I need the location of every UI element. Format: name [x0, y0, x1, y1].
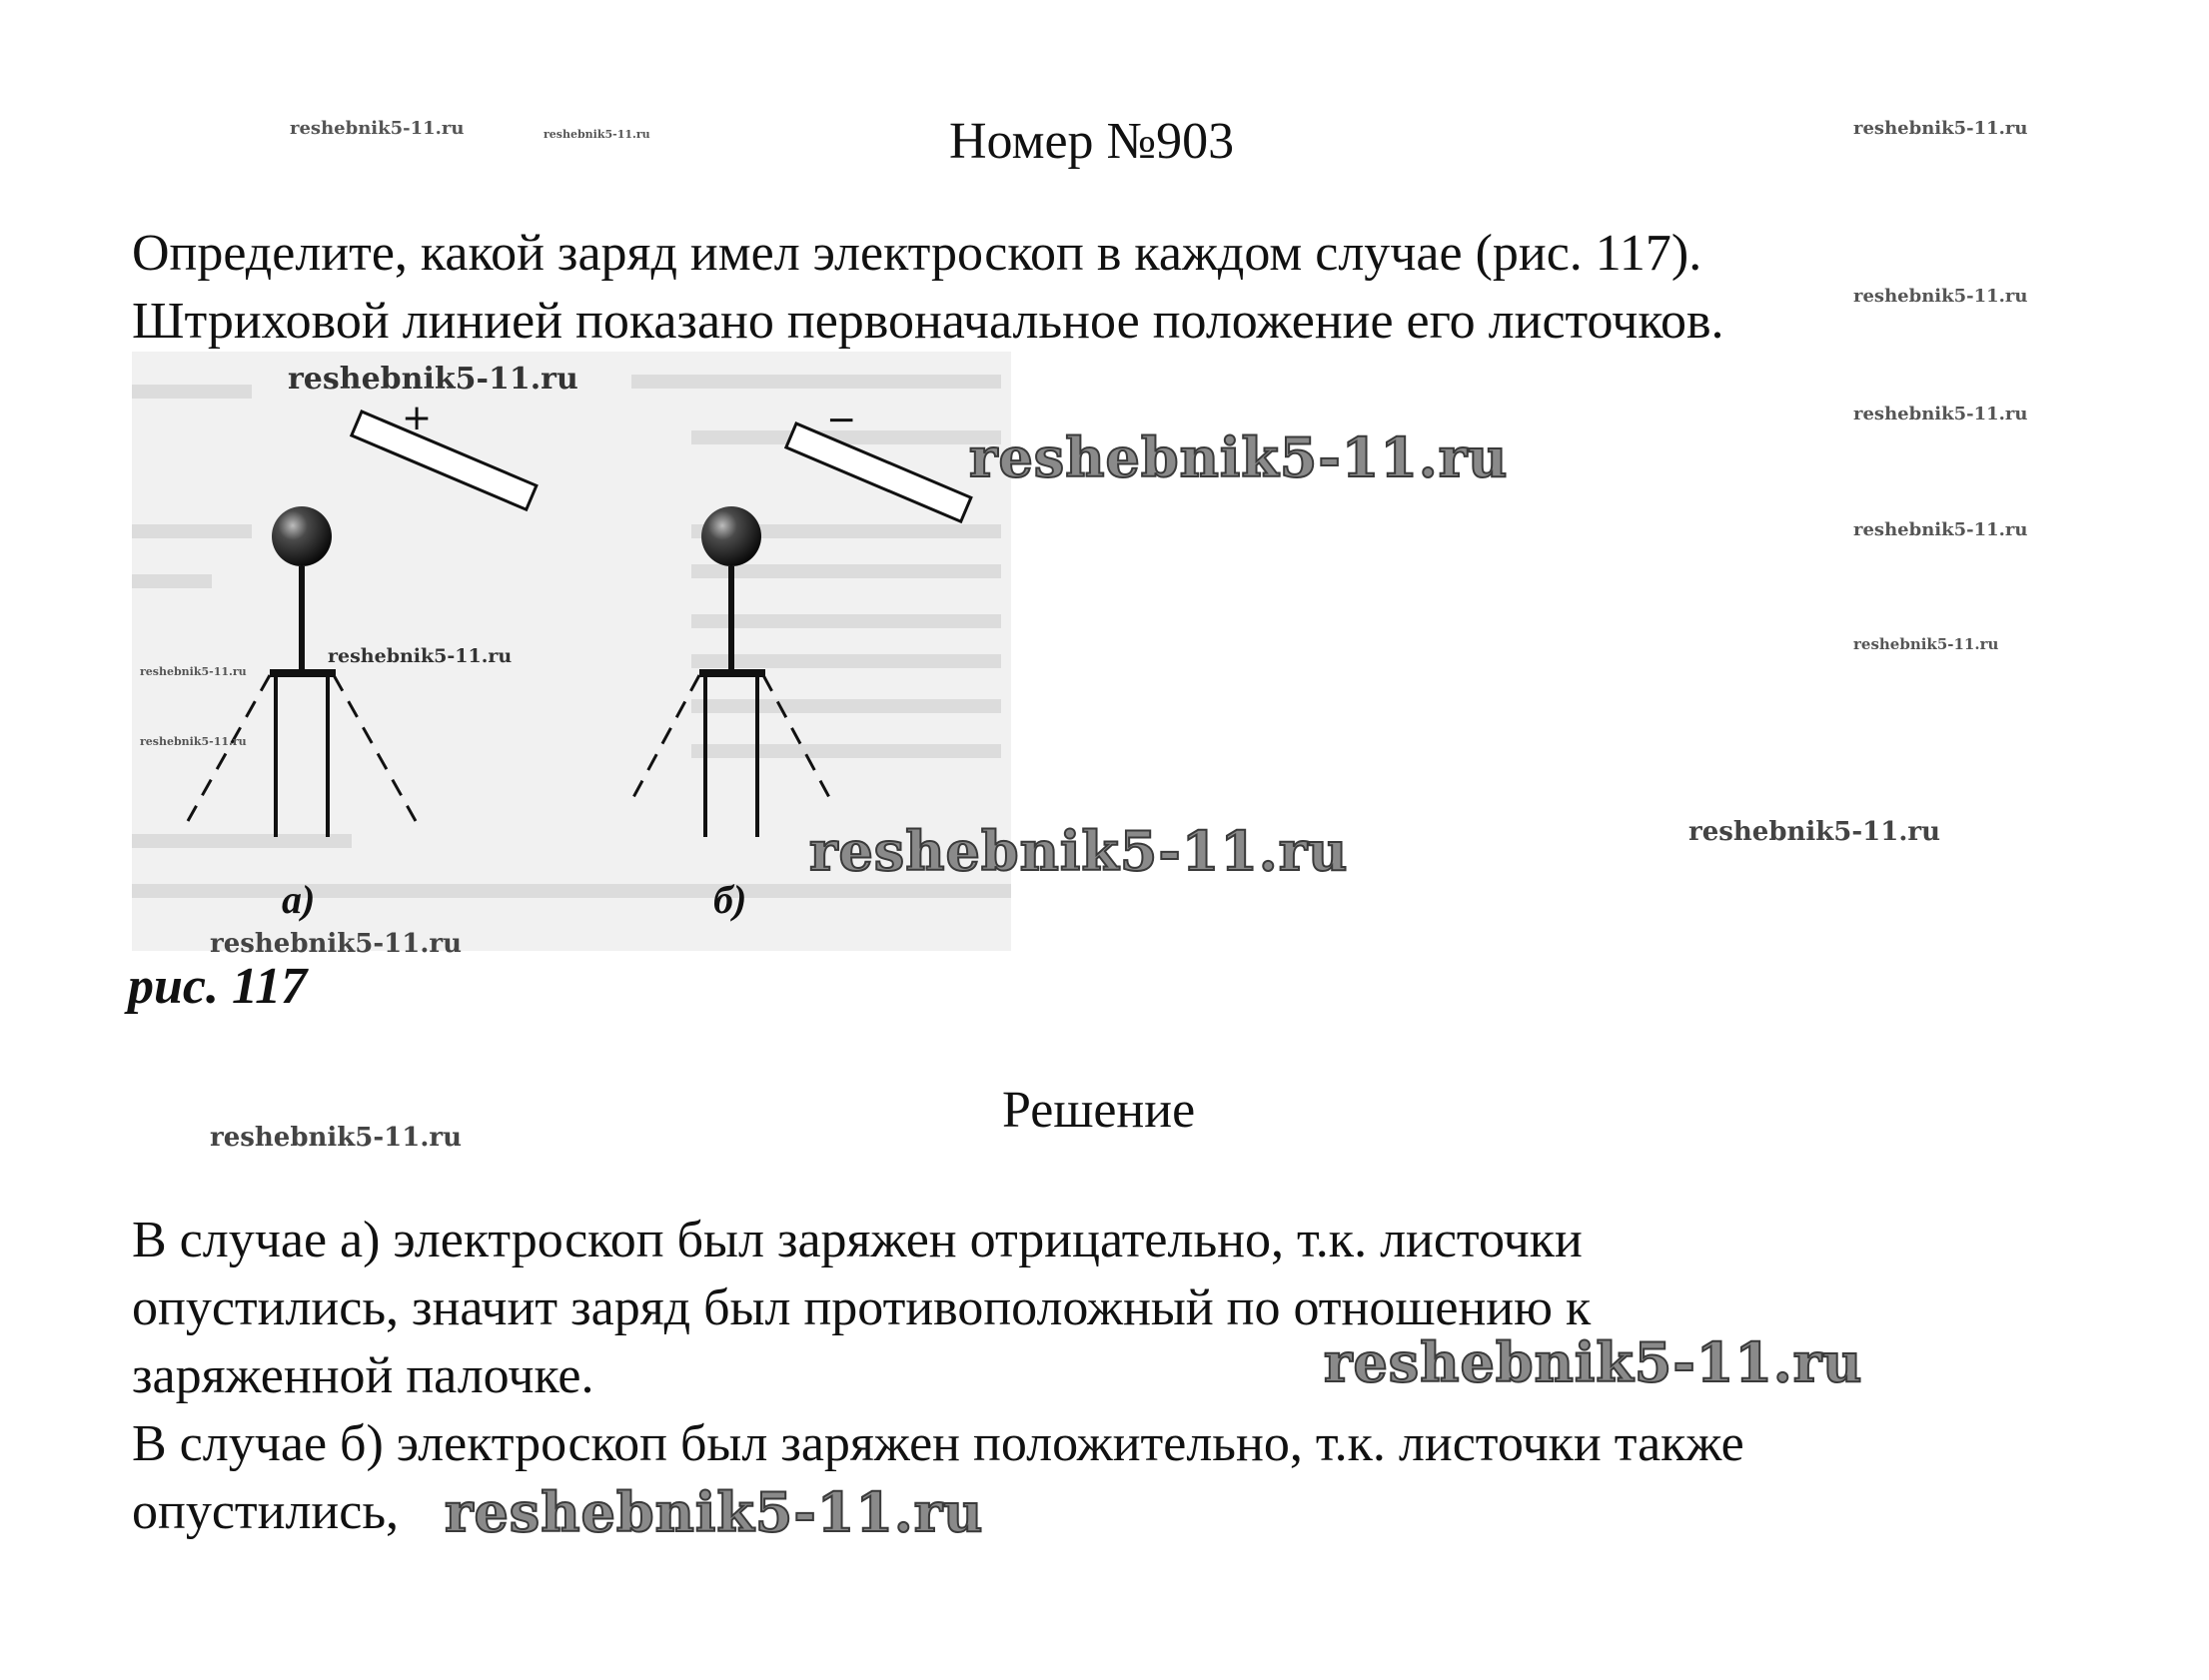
label-b: б): [713, 877, 747, 922]
label-a: а): [282, 877, 316, 922]
watermark: reshebnik5-11.ru: [1853, 118, 2028, 139]
watermark: reshebnik5-11.ru: [328, 645, 513, 667]
solution-text-line: В случае б) электроскоп был заряжен положительно, т.к. листочки также: [132, 1415, 1744, 1472]
watermark: reshebnik5-11.ru: [1853, 635, 1999, 653]
watermark: reshebnik5-11.ru: [290, 118, 465, 139]
solution-text-line: заряженной палочке.: [132, 1347, 594, 1404]
rod-b-sign: −: [826, 400, 857, 440]
watermark: reshebnik5-11.ru: [140, 735, 247, 748]
watermark: reshebnik5-11.ru: [288, 362, 578, 397]
task-text-line: Штриховой линией показано первоначальное положение его листочков.: [132, 293, 1724, 350]
page-title: Номер №903: [949, 113, 1235, 170]
figure-caption: рис. 117: [128, 958, 308, 1015]
solution-text-line: опустились,: [132, 1483, 400, 1540]
watermark: reshebnik5-11.ru: [210, 1123, 463, 1153]
solution-heading: Решение: [1002, 1082, 1196, 1139]
watermark: reshebnik5-11.ru: [1324, 1330, 1863, 1394]
watermark: reshebnik5-11.ru: [544, 128, 650, 141]
watermark: reshebnik5-11.ru: [969, 425, 1509, 489]
electroscope-ball-b: [701, 506, 761, 566]
watermark: reshebnik5-11.ru: [1853, 286, 2028, 307]
watermark: reshebnik5-11.ru: [1853, 404, 2028, 424]
solution-text-line: В случае а) электроскоп был заряжен отрицательно, т.к. листочки: [132, 1212, 1583, 1268]
rod-a-sign: +: [402, 398, 433, 438]
watermark: reshebnik5-11.ru: [809, 819, 1349, 883]
watermark: reshebnik5-11.ru: [210, 929, 463, 959]
watermark: reshebnik5-11.ru: [1853, 519, 2028, 540]
watermark: reshebnik5-11.ru: [140, 665, 247, 678]
solution-text-line: опустились, значит заряд был противоположный по отношению к: [132, 1279, 1592, 1336]
task-text-line: Определите, какой заряд имел электроскоп в каждом случае (рис. 117).: [132, 225, 1702, 282]
watermark: reshebnik5-11.ru: [1688, 817, 1941, 847]
electroscope-ball-a: [272, 506, 332, 566]
watermark: reshebnik5-11.ru: [445, 1480, 984, 1544]
